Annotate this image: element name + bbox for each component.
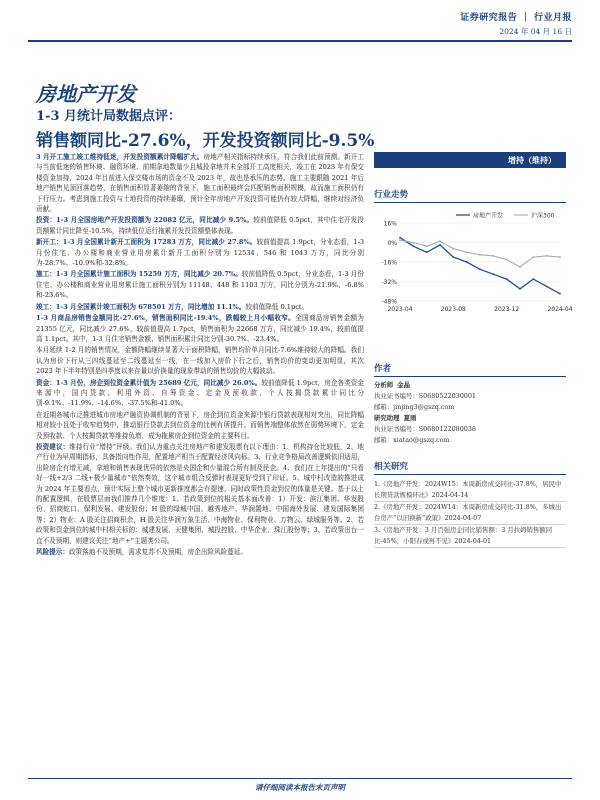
y-tick-label: -48% (381, 298, 397, 306)
data-point (426, 251, 428, 253)
report-type: 证券研究报告 ｜ 行业月报 (460, 13, 572, 23)
paragraph-lead: 竣工：1-3 月全国累计竣工面积为 678501 万方，同比增加 11.1%。 (36, 302, 246, 311)
paragraph (36, 378, 364, 409)
author-title: 作者 (374, 362, 566, 377)
data-point (412, 245, 414, 247)
x-tick-label: 2023-08 (440, 306, 466, 313)
paragraph-lead: 投资建议： (36, 442, 70, 451)
data-point (492, 273, 494, 275)
series-line-csi300 (400, 240, 560, 267)
paragraph (36, 547, 364, 557)
researcher-role: 研究助理 (374, 414, 400, 422)
researcher-name: 夏雨 (403, 414, 417, 422)
data-point (506, 259, 508, 261)
paragraph-lead: 施工：1-3 月全国累计施工面积为 15259 万方，同比减少 20.7%。 (36, 270, 242, 279)
data-point (519, 288, 521, 290)
data-point (452, 248, 454, 250)
data-point (399, 237, 401, 239)
paragraph (36, 345, 364, 376)
y-tick-label: -16% (381, 259, 397, 267)
data-point (466, 251, 468, 253)
rating-banner (374, 152, 566, 168)
report-subtitle: 1-3 月统计局数据点评： (36, 109, 182, 124)
related-section (374, 460, 566, 548)
footer-divider (28, 778, 572, 779)
x-tick-label: 2023-04 (387, 306, 413, 313)
author-section (374, 362, 566, 446)
paragraph (36, 442, 364, 546)
report-headline: 销售额同比-27.6%，开发投资额同比-9.5% (36, 131, 375, 151)
paragraph (36, 237, 364, 268)
analyst-name: 金晶 (397, 381, 411, 389)
paragraph-text: 全国商品房销售金额为 21355 亿元，同比减少 27.6%，较前值提高 1.7pct，销售面积为 22668 万方，同比减少 19.4%，较前值提高 1.1pct。其中，1-3 月住宅销售金额、销售面积累计同比分别-30.7%、-23.4%。 (36, 314, 364, 343)
analyst-cert: 执业证书编号：S0680522030001 (374, 392, 476, 400)
main-body (36, 152, 364, 558)
trend-section (374, 188, 573, 319)
paragraph-text: 较前值降低 0.5pct，分业态看，1-3 月份住宅、办公楼和商业营业用房累计施工面积分别为 11148、448 和 1103 万方，同比分别为-21.9%、-6.8%和-23.6%。 (36, 270, 365, 300)
paragraph-text: 较前值提高 1.9pct，分业态看，1-3 月份住宅、办公楼和商业营业用房累计新开工面积分别为 12534、546 和 1043 万方，同比分别为-28.7%、-10.9%和-32.8%。 (36, 238, 365, 268)
paragraph-text: 较前值降低 0.5pct，其中住宅开发投资额累计同比降至-10.5%，持续低位运行拖累开发投资额整体表现。 (36, 216, 364, 235)
y-tick-label: -32% (381, 279, 397, 286)
related-report[interactable]: 2.《房地产开发：2024W14：本周新房成交同比-31.8%，多城出台房产“以旧换新”政策》2024-04-07 (374, 502, 566, 525)
paragraph (36, 152, 364, 214)
related-title: 相关研究 (374, 460, 566, 475)
paragraph-lead: 资金：1-3 月份，房企到位资金累计值为 25689 亿元，同比减少 26.0%。 (36, 378, 262, 387)
series-line-real-estate (400, 238, 560, 294)
data-point (452, 256, 454, 258)
paragraph-text: 维持行业“增持”评级。我们认为重点关注房地产和建发股票有以下理由：1、机构持仓比较低，2、地产行业为早周期指标，具备指向性作用，配置地产相当于配置经济风向标。3、行业竞争格局改善逻辑依旧适用，出险房企有增无减，拿地和销售表现优异的依然是央国企和少量混合所有制及民企。4、我们在上年提出的“只看好一线+2/3 二线+极少量城市”依然奏效，这个城市组合反弹时表现更好受到了印证。5、城中村改造的推进成为 2024 年主要看点，预计实际上整个城市更新推度都会有提速，同时政策性资金到位的体量是关键。基于以上的配置逻辑，在股票层面我们推荐几个维度：1、若政策到位的相关基本面改善：1）开发：滨江集团、华发股份、招商蛇口、保利发展、建发股份；H 股的绿城中国、越秀地产、华润置地、中国海外发展、建发国际集团等；2）物业：A 股关注招商积余，H 股关注华润万象生活、中海物业、保利物业、万物云、绿城服务等。2、若政策和资金到位的城中村相关标的：城建发展、天健集团、城投控股、中华企业、珠江股份等；3、若政策出台一直不及预期，则建议关注“地产+”主题类公司。 (36, 442, 364, 545)
data-point (519, 266, 521, 268)
data-point (412, 242, 414, 244)
paragraph (36, 215, 364, 236)
paragraph-text: 在近期各城市泛推进城市房地产融资协调机制的背景下，房企到位资金来源中银行贷款表现相对突出，同比降幅相对较小且处于收窄趋势中，推动银行贷款去到位资金的比例有所提升。而销售端整体依然在弱势环境下，定金及预收款、个人按揭贷款等维持负增、成为拖累房企到位资金的主要科目。 (36, 410, 364, 440)
report-date: 2024 年 04 月 16 日 (499, 27, 572, 36)
x-tick-label: 2023-12 (494, 306, 520, 313)
paragraph-lead: 投资：1-3 月全国房地产开发投资额为 22082 亿元，同比减少 9.5%。 (36, 216, 254, 225)
data-point (559, 293, 561, 295)
paragraph-text: 房地产相关指标持续承压，符合我们此前预测。新开工与当前低迷的销售环境、融资环境、前期拿地数量少且城投拿地并未全部开工高度相关，竣工在 2023 年有保交楼资金加持，2024 年目前进入保交楼市场的资金不及 2023 年，故也是承压的态势。施工主要跟随 2021 年后地产销售见顶回落趋势，在销售面积显著萎缩的背景下，施工面积最终会匹配销售面积规模，故而施工面积仍有下行压力。考虑到施工投资与土地投资的持续萎靡，预计全年房地产开发投资可能仍有较大降幅，继续对经济负贡献。 (36, 153, 365, 214)
researcher-email[interactable]: 邮箱：xiatao@gszq.com (374, 436, 450, 444)
data-point (439, 244, 441, 246)
data-point (466, 261, 468, 263)
data-point (426, 245, 428, 247)
x-tick-label: 2024-04 (547, 306, 573, 313)
y-tick-label: 16% (383, 220, 397, 228)
sector-title: 房地产开发 (36, 82, 136, 106)
related-report[interactable]: 1.《房地产开发：2024W15：本周新房成交同比-37.8%，居民中长期贷款规模环比》2024-04-14 (374, 479, 566, 502)
legend-label: 沪深300 (531, 212, 555, 220)
data-point (559, 256, 561, 258)
data-point (492, 255, 494, 257)
data-point (532, 256, 534, 258)
paragraph-text: 本月延续 1-2 月的销售情况，金额降幅继续显著大于面积降幅，销售均价单月同比-7.6%维持较大的降幅。我们认为房价下行从三四线蔓延至二线蔓延至一线，在一线加入房价下行之后，销售均价的变动更加明显，其次 2023 年下半年特别是四季度以来存量以价换量的现象带动的销售均价的大幅波动。 (36, 346, 364, 376)
data-point (506, 278, 508, 280)
paragraph (36, 313, 364, 344)
paragraph-lead: 新开工：1-3 月全国累计新开工面积为 17283 万方，同比减少 27.8%。 (36, 238, 257, 247)
trend-title: 行业走势 (374, 188, 566, 203)
data-point (439, 240, 441, 242)
researcher-line (374, 413, 566, 424)
rating-label: 增持（维持） (508, 155, 556, 165)
data-point (399, 239, 401, 241)
data-point (532, 278, 534, 280)
analyst-email[interactable]: 邮箱：jinjing3@gszq.com (374, 403, 455, 411)
related-report[interactable]: 3.《房地产开发：3 月百强房企同比销售额：3 月拉姆销售额同比-45%，小阳春或再不见》2024-04-01 (374, 525, 566, 548)
paragraph (36, 410, 364, 441)
researcher-cert: 执业证书编号：S0680122080038 (374, 425, 476, 433)
paragraph-text: 较前值降低 1.9pct，房企各类资金来源中，国内贷款、利用外资、自筹资金、定金及预收款、个人按揭贷款累计同比分别-9.1%、-11.9%、-14.6%、-37.5%和-41.0%。 (36, 378, 364, 408)
data-point (479, 254, 481, 256)
legend-label: 房地产开发 (473, 212, 504, 220)
trend-chart (374, 209, 573, 319)
paragraph-lead: 风险提示： (36, 548, 69, 557)
paragraph-text: 政策落地不及预期，需求复苏不及预期，房企出险风险蔓延。 (68, 548, 247, 557)
header-divider (28, 40, 572, 42)
footer-disclaimer: 请仔细阅读本报告末页声明 (255, 783, 345, 792)
y-tick-label: 0% (387, 240, 397, 247)
paragraph-lead: 1-3 月商品房销售金额同比-27.6%，销售面积同比-19.4%，跌幅较上月小幅收窄。 (36, 314, 296, 323)
data-point (479, 268, 481, 270)
analyst-role: 分析师 (374, 381, 394, 389)
paragraph (36, 302, 364, 312)
data-point (546, 255, 548, 257)
analyst-line (374, 380, 566, 391)
data-point (546, 285, 548, 287)
paragraph-lead: 3 月开工施工竣工维持低迷，开发投资额累计降幅扩大。 (36, 153, 204, 161)
paragraph-text: 较前值降低 0.1pct。 (245, 302, 309, 311)
paragraph (36, 269, 364, 300)
